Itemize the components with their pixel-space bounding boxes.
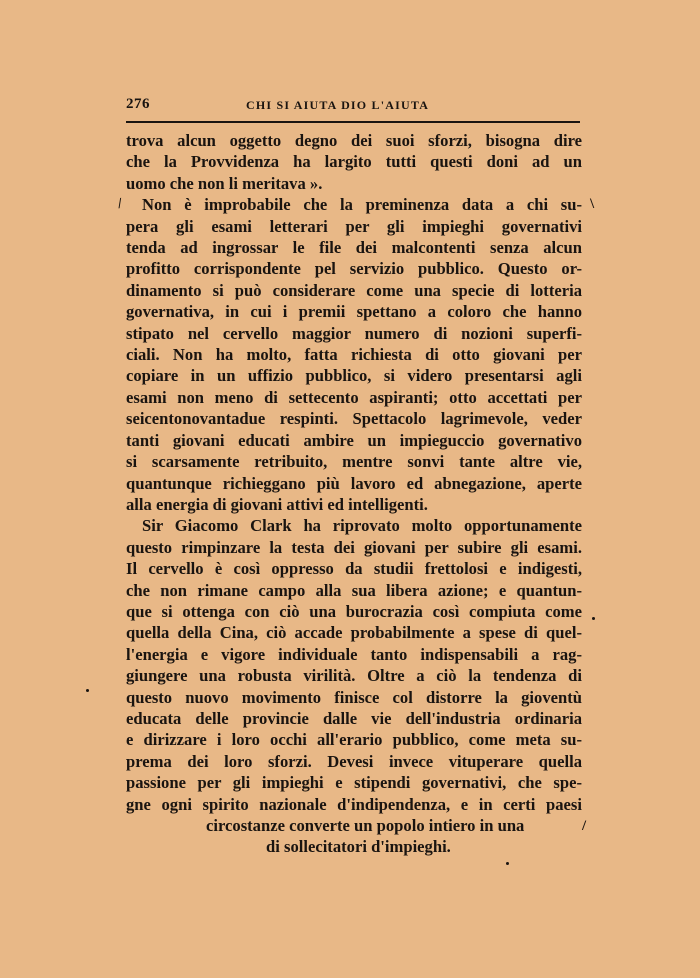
text-line: si scarsamente retribuito, mentre sonvi tante altre vie, xyxy=(126,452,582,472)
text-line: giungere una robusta virilità. Oltre a ciò la tendenza di xyxy=(126,666,582,686)
running-title: CHI SI AIUTA DIO L'AIUTA xyxy=(246,98,430,112)
page-number: 276 xyxy=(126,96,150,112)
header-rule xyxy=(126,121,580,123)
text-line: Sir Giacomo Clark ha riprovato molto opportunamente xyxy=(142,516,582,536)
text-line: trova alcun oggetto degno dei suoi sforzi, bisogna dire xyxy=(126,131,582,150)
speck-mark xyxy=(592,617,595,620)
margin-slash-mark: / xyxy=(116,195,124,213)
text-line: quantunque richieggano più lavoro ed abnegazione, aperte xyxy=(126,473,582,493)
text-line: tanti giovani educati ambire un impieguccio governativo xyxy=(126,430,582,450)
text-line: alla energia di giovani attivi ed intelligenti. xyxy=(126,494,428,514)
text-line: que si ottenga con ciò una burocrazia così compiuta come xyxy=(126,601,582,621)
text-line: pera gli esami letterari per gli impieghi governativi xyxy=(126,216,582,236)
text-line: profitto corrispondente pel servizio pubblico. Questo or- xyxy=(126,259,582,279)
text-line: e dirizzare i loro occhi all'erario pubblico, come meta su- xyxy=(126,730,582,750)
text-line: che non rimane campo alla sua libera azione; e quantun- xyxy=(126,580,582,600)
text-line: circostanze converte un popolo intiero in una xyxy=(206,816,525,835)
text-line: quella della Cina, ciò accade probabilmente a spese di quel- xyxy=(126,623,582,643)
text-line: che la Provvidenza ha largito tutti questi doni ad un xyxy=(126,152,582,172)
text-line: tenda ad ingrossar le file dei malcontenti senza alcun xyxy=(126,238,582,258)
margin-slash-mark-bottom: / xyxy=(582,818,587,834)
text-line: copiare in un uffizio pubblico, si videro presentarsi agli xyxy=(126,366,582,386)
text-line: stipato nel cervello maggior numero di nozioni superfi- xyxy=(126,323,582,343)
body-text xyxy=(126,130,582,858)
margin-backslash-mark: \ xyxy=(590,196,595,212)
text-line: gne ogni spirito nazionale d'indipendenza, e in certi paesi xyxy=(126,794,582,814)
text-line: prema dei loro sforzi. Devesi invece vituperare quella xyxy=(126,751,582,771)
text-line: l'energia e vigore individuale tanto indispensabili a rag- xyxy=(126,644,582,664)
text-line: uomo che non li meritava ». xyxy=(126,173,323,193)
page-header xyxy=(126,96,582,116)
text-line: governativa, in cui i premii spettano a coloro che hanno xyxy=(126,302,582,322)
text-line: educata delle provincie dalle vie dell'industria ordinaria xyxy=(126,708,582,728)
text-line: di sollecitatori d'impieghi. xyxy=(266,837,451,857)
text-line: questo nuovo movimento finisce col distorre la gioventù xyxy=(126,687,582,707)
text-line: ciali. Non ha molto, fatta richiesta di otto giovani per xyxy=(126,345,582,365)
text-line: Non è improbabile che la preminenza data a chi su- xyxy=(142,195,582,215)
text-line: questo rimpinzare la testa dei giovani per subire gli esami. xyxy=(126,537,582,557)
text-line: dinamento si può considerare come una specie di lotteria xyxy=(126,280,582,300)
text-line: passione per gli impieghi e stipendi governativi, che spe- xyxy=(126,773,582,793)
text-line: seicentonovantadue respinti. Spettacolo lagrimevole, veder xyxy=(126,409,582,429)
speck-mark xyxy=(506,862,509,865)
speck-mark xyxy=(86,689,89,692)
text-line: esami non meno di settecento aspiranti; otto accettati per xyxy=(126,387,582,407)
text-line: Il cervello è così oppresso da studii frettolosi e indigesti, xyxy=(126,559,582,579)
